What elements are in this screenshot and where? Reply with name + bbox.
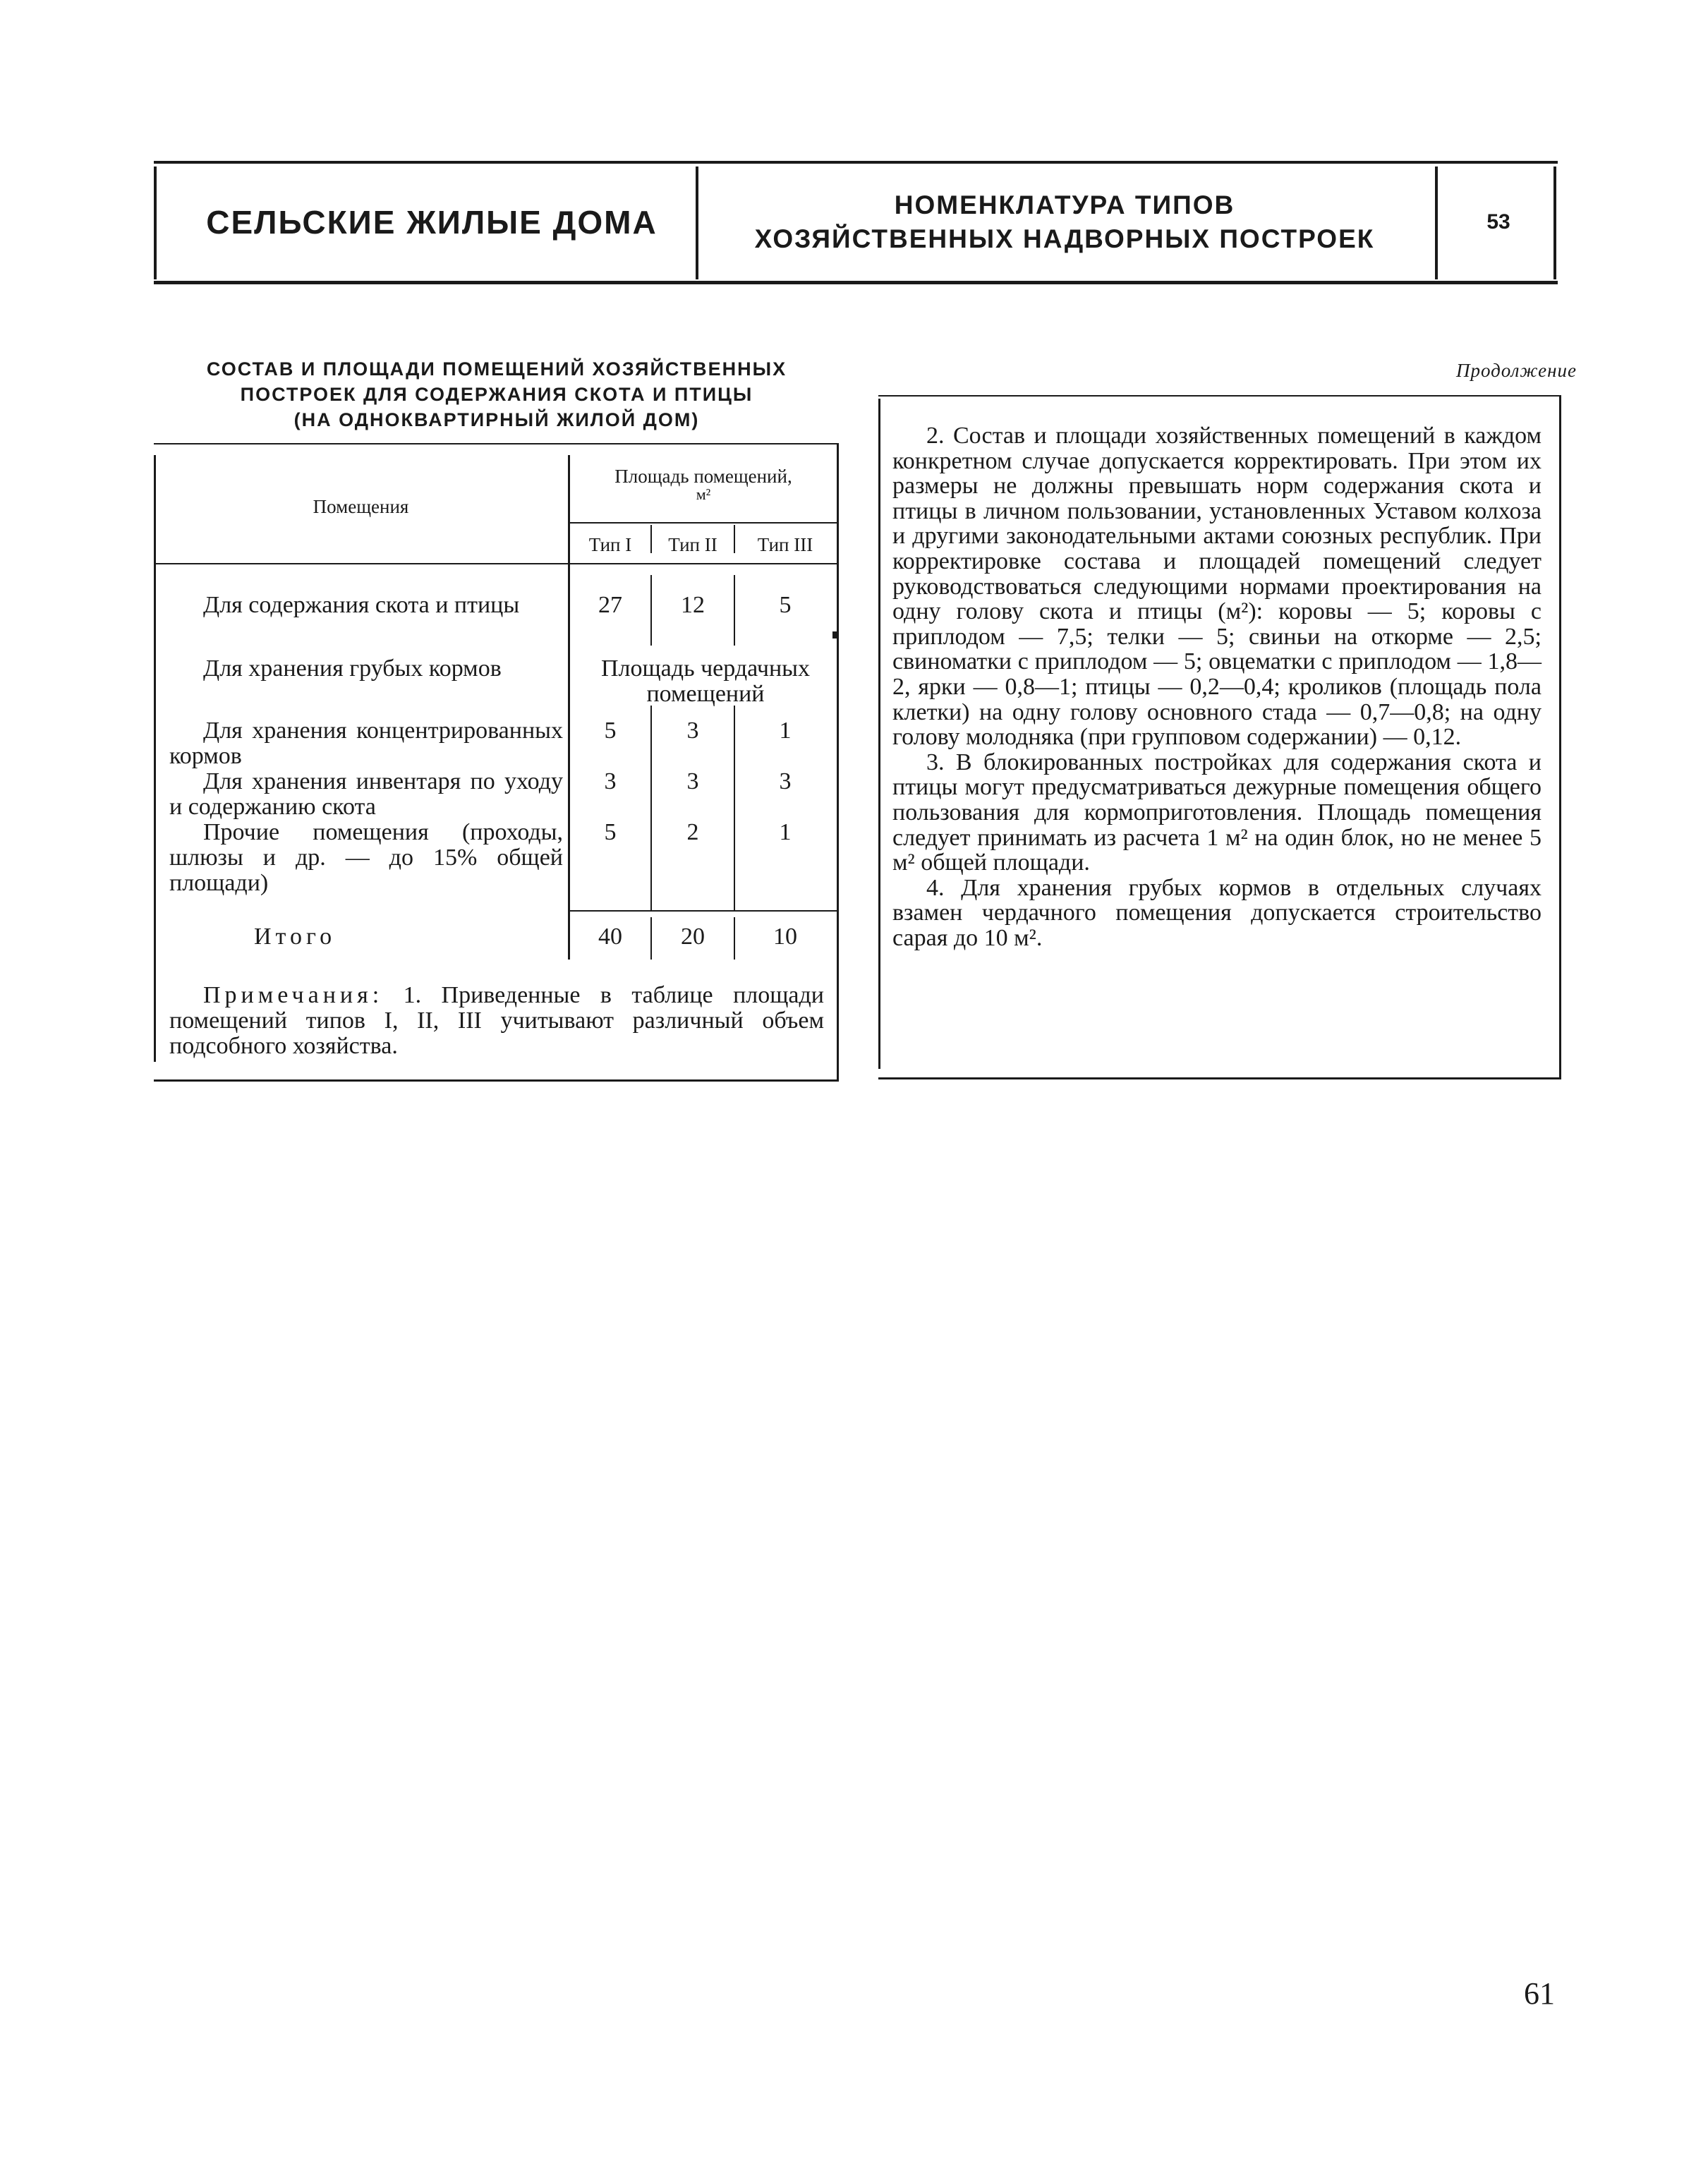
cell-value: 5 xyxy=(604,819,617,845)
total-value: 40 xyxy=(598,924,622,950)
sheet-title-line: ХОЗЯЙСТВЕННЫХ НАДВОРНЫХ ПОСТРОЕК xyxy=(754,224,1375,253)
note-paragraph: 3. В блокированных постройках для содержания скота и птицы могут предусматриваться дежурные помещения общего пользования для кормоприготовления. Площадь помещения следует принимать из расчета 1 м² на один блок, но не менее 5 м² общей площади. xyxy=(892,749,1542,876)
col-header-area xyxy=(570,466,837,502)
col-header-rooms: Помещения xyxy=(313,496,409,517)
cell-value: 12 xyxy=(681,592,705,618)
table-title-line: (НА ОДНОКВАРТИРНЫЙ ЖИЛОЙ ДОМ) xyxy=(293,409,700,430)
cell-value: 1 xyxy=(779,819,792,845)
sheet-title xyxy=(694,164,1435,281)
cell-value: 3 xyxy=(686,718,699,744)
cell-value: 3 xyxy=(686,768,699,794)
row-label: Для содержания скота и птицы xyxy=(203,592,520,618)
section-title: СЕЛЬСКИЕ ЖИЛЫЕ ДОМА xyxy=(206,204,658,241)
row-label: Для хранения грубых кормов xyxy=(203,655,502,682)
row-label: Прочие помещения (проходы, шлюзы и др. — до 15% общей площади) xyxy=(169,819,563,896)
row-label: Для хранения инвентаря по уходу и содержанию скота xyxy=(169,768,563,820)
table-frame-left xyxy=(154,455,156,1062)
note-paragraph: 2. Состав и площади хозяйственных помещений в каждом конкретном случае допускается корректировать. При этом их размеры не должны превышать норм содержания скота и птицы в личном пользовании, установленных Уставом колхоза и другими законодательными актами союзных республик. При корректировке состава и площадей помещений следует руководствоваться следующими нормами проектирования на одну голову скота и птицы (м²): коровы — 5; коровы с приплодом — 7,5; телки — 5; свиньи на откорме — 2,5; свиноматки с приплодом — 5; овцематки с приплодом — 1,8—2, ярки — 0,8—1; птицы — 0,2—0,4; кроликов (площадь пола клетки) на одну голову основного стада — 0,7—0,8; на одну голову молодняка (при групповом содержании) — 0,12. xyxy=(892,423,1542,751)
row-label: Для хранения концентрированных кормов xyxy=(169,718,563,769)
total-value: 10 xyxy=(773,924,797,950)
sheet-title-line: НОМЕНКЛАТУРА ТИПОВ xyxy=(894,190,1235,219)
header-divider xyxy=(154,167,157,279)
text-frame-left xyxy=(878,399,880,1069)
table-col-divider xyxy=(568,455,570,960)
cell-value: 2 xyxy=(686,819,699,845)
header-bottom-rule xyxy=(154,281,1558,284)
cell-merged: Площадь чердачных помещений xyxy=(600,655,810,707)
table-subheader-rule xyxy=(568,522,837,524)
table-total-rule xyxy=(568,910,837,912)
cell-value: 1 xyxy=(779,718,792,744)
table-title xyxy=(154,356,840,432)
table-notes xyxy=(169,983,824,1059)
continued-label: Продолжение xyxy=(1455,360,1577,381)
cell-value: 3 xyxy=(604,768,617,794)
cell-value: 5 xyxy=(779,592,792,618)
col-header-area-unit: м² xyxy=(696,485,711,503)
page-number: 61 xyxy=(1524,1976,1555,2011)
sheet-number: 53 xyxy=(1486,210,1510,234)
cell-value: 27 xyxy=(598,592,622,618)
notes-label: Примечания: xyxy=(203,982,384,1008)
table-title-line: СОСТАВ И ПЛОЩАДИ ПОМЕЩЕНИЙ ХОЗЯЙСТВЕННЫХ xyxy=(206,358,787,380)
table-edge-mark xyxy=(832,631,837,639)
notes-text: 1. Приведенные в таблице площади помещений типов I, II, III учитывают различный объем подсобного хозяйства. xyxy=(169,982,824,1059)
notes-continued xyxy=(892,423,1542,950)
total-label: Итого xyxy=(254,924,337,950)
cell-value: 5 xyxy=(604,718,617,744)
col-header-type: Тип III xyxy=(757,534,813,555)
cell-value: 3 xyxy=(779,768,792,794)
total-value: 20 xyxy=(681,924,705,950)
table-header-rule xyxy=(154,563,837,564)
table-title-line: ПОСТРОЕК ДЛЯ СОДЕРЖАНИЯ СКОТА И ПТИЦЫ xyxy=(240,384,753,405)
col-header-area-label: Площадь помещений, xyxy=(614,466,792,487)
col-header-type: Тип II xyxy=(668,534,717,555)
sheet-header xyxy=(154,161,1558,281)
note-paragraph: 4. Для хранения грубых кормов в отдельных случаях взамен чердачного помещения допускается строительство сарая до 10 м². xyxy=(892,874,1542,951)
col-header-type: Тип I xyxy=(588,534,632,555)
